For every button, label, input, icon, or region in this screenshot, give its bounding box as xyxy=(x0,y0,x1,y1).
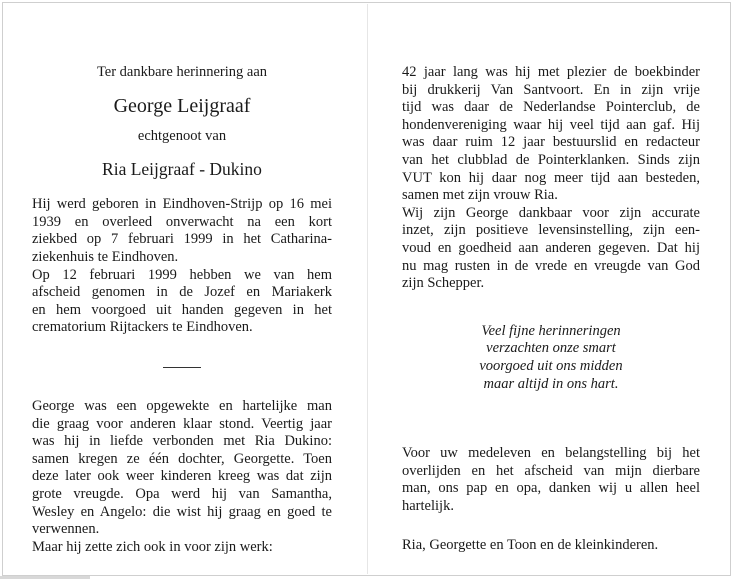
text-line: 1939 en overleed onverwacht na een kort xyxy=(32,213,332,230)
poem-line: maar altijd in ons hart. xyxy=(483,375,619,392)
poem-line: voorgoed uit ons midden xyxy=(479,357,623,374)
right-panel xyxy=(402,0,700,555)
work-intro-paragraph xyxy=(32,539,332,557)
text-line: 42 jaar lang was hij met plezier de boekbinder xyxy=(402,64,700,80)
text-line: hondenvereniging waar hij veel tijd aan gaf. Hij xyxy=(402,116,700,133)
text-line: ziekbed op 7 februari 1999 in het Catharina- xyxy=(32,231,332,248)
text-line: nu mag rusten in de vrede en vreugde van God xyxy=(402,257,700,274)
poem-line: verzachten onze smart xyxy=(486,340,616,357)
text-line: verwennen. xyxy=(32,521,100,538)
text-line: samen kregen ze één dochter, Georgette. Toen xyxy=(32,450,332,467)
separator-line xyxy=(163,367,201,368)
text-line: inzet, zijn positieve levensinstelling, zijn een- xyxy=(402,222,700,239)
text-line: Hij werd geboren in Eindhoven-Strijp op 16 mei xyxy=(32,196,332,213)
text-line: Maar hij zette zich ook in voor zijn werk: xyxy=(32,538,273,555)
family-signature: Ria, Georgette en Toon en de kleinkinderen. xyxy=(402,537,659,554)
thanks-paragraph xyxy=(402,445,700,515)
text-line: Op 12 februari 1999 hebben we van hem xyxy=(32,266,332,283)
left-panel xyxy=(32,0,332,556)
poem xyxy=(402,323,700,393)
fold-line xyxy=(367,4,368,574)
text-line: bij drukkerij Van Santvoort. En in zijn vrije xyxy=(402,81,700,98)
text-line: Voor uw medeleven en belangstelling bij het xyxy=(402,445,700,462)
text-line: grote vreugde. Opa werd hij van Samantha, xyxy=(32,485,332,502)
work-paragraph xyxy=(402,64,700,205)
spouse-label: echtgenoot van xyxy=(137,127,227,144)
farewell-paragraph xyxy=(32,267,332,337)
birth-death-paragraph xyxy=(32,196,332,266)
poem-line: Veel fijne herinneringen xyxy=(481,322,621,339)
text-line: Wesley en Angelo: die wist hij graag en goed te xyxy=(32,503,332,520)
gratitude-paragraph xyxy=(402,205,700,293)
text-line: Wij zijn George dankbaar voor zijn accurate xyxy=(402,204,700,221)
text-line: van het clubblad de Pointerklanken. Sinds zijn xyxy=(402,151,700,168)
deceased-name: George Leijgraaf xyxy=(113,94,251,117)
scan-edge-mark xyxy=(0,576,90,579)
text-line: was daar ruim 12 jaar bestuurslid en redacteur xyxy=(402,134,700,151)
text-line: en hem voorgoed uit handen gegeven in het xyxy=(32,301,332,318)
text-line: VUT kon hij daar nog meer tijd aan besteden, xyxy=(402,169,700,186)
text-line: man, ons pap en opa, danken wij u allen heel xyxy=(402,480,700,497)
text-line: afscheid genomen in de Jozef en Mariakerk xyxy=(32,284,332,301)
text-line: crematorium Rijtackers te Eindhoven. xyxy=(32,319,253,336)
spouse-name: Ria Leijgraaf - Dukino xyxy=(102,159,262,180)
life-paragraph xyxy=(32,398,332,539)
text-line: voud en goedheid aan anderen gegeven. Dat hij xyxy=(402,239,700,256)
text-line: overlijden en het afscheid van mijn dierbare xyxy=(402,462,700,479)
text-line: deze later ook weer kinderen kreeg was dat zijn xyxy=(32,468,332,485)
text-line: tijd was daar de Nederlandse Pointerclub, de xyxy=(402,99,700,116)
text-line: hartelijk. xyxy=(402,497,454,514)
text-line: ziekenhuis te Eindhoven. xyxy=(32,248,179,265)
text-line: zijn Schepper. xyxy=(402,275,485,292)
text-line: was hij in liefde verbonden met Ria Dukino: xyxy=(32,433,332,450)
text-line: samen met zijn vrouw Ria. xyxy=(402,187,558,204)
text-line: George was een opgewekte en hartelijke man xyxy=(32,397,332,414)
text-line: die graag voor anderen klaar stond. Veertig jaar xyxy=(32,415,332,432)
intro-line: Ter dankbare herinnering aan xyxy=(96,64,268,80)
